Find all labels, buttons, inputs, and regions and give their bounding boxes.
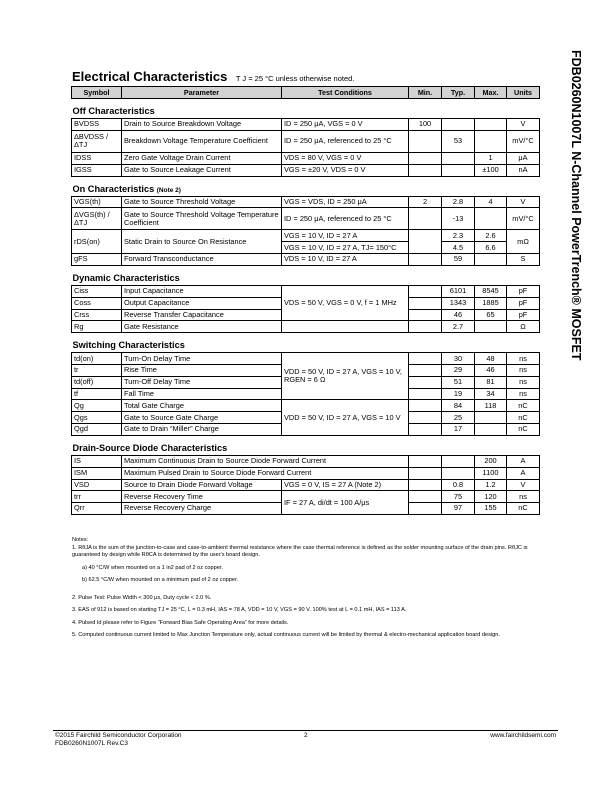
cell-typ: 0.8 (442, 479, 475, 491)
cell-typ: 53 (442, 130, 475, 152)
cell-typ: 4.5 (442, 242, 475, 254)
cell-min (409, 208, 442, 230)
cell-typ: 46 (442, 309, 475, 321)
cell-condition: ID = 250 μA, VGS = 0 V (282, 119, 409, 131)
cell-symbol: BVDSS (72, 119, 122, 131)
note-5: 5. Computed continuous current limited to Max Junction Temperature only, actual continuous current will be limited by thermal & electro-mechanical application board design. (72, 632, 500, 639)
table-row (72, 130, 540, 152)
cell-min (409, 365, 442, 377)
cell-typ: 2.3 (442, 230, 475, 242)
cell-parameter: Gate to Source Threshold Voltage Temperature Coefficient (122, 208, 282, 230)
cell-parameter: Maximum Pulsed Drain to Source Diode Forward Current (122, 467, 409, 479)
cell-min (409, 297, 442, 309)
cell-max (475, 119, 507, 131)
col-header-min: Min. (409, 87, 442, 99)
electrical-characteristics-table (71, 86, 540, 515)
cell-typ (442, 467, 475, 479)
cell-max: 48 (475, 353, 507, 365)
cell-symbol: Qrr (72, 503, 122, 515)
cell-max: 1 (475, 152, 507, 164)
cell-symbol: Ciss (72, 285, 122, 297)
page-number: 2 (304, 732, 308, 739)
cell-parameter: Output Capacitance (122, 297, 282, 309)
title-row (72, 68, 354, 86)
cell-min (409, 254, 442, 266)
side-title: FDB0260N1007L N-Channel PowerTrench® MOSFET (569, 50, 583, 361)
cell-typ (442, 152, 475, 164)
cell-min (409, 400, 442, 412)
cell-unit: ns (507, 365, 540, 377)
cell-max (475, 321, 507, 333)
cell-min (409, 230, 442, 254)
cell-max: 46 (475, 365, 507, 377)
cell-condition-reverse-recovery: IF = 27 A, di/dt = 100 A/μs (282, 491, 409, 515)
cell-min (409, 285, 442, 297)
cell-max: 155 (475, 503, 507, 515)
table-row (72, 479, 540, 491)
table-row (72, 467, 540, 479)
col-header-max: Max. (475, 87, 507, 99)
note-2: 2. Pulse Test: Pulse Width < 300 μs, Duty cycle < 2.0 %. (72, 594, 212, 601)
note-1b: b) 62.5 °C/W when mounted on a minimum pad of 2 oz copper. (82, 577, 239, 584)
cell-min (409, 152, 442, 164)
cell-min (409, 309, 442, 321)
cell-typ: 2.8 (442, 196, 475, 208)
cell-typ: 84 (442, 400, 475, 412)
section-row-switching (72, 333, 540, 353)
cell-condition (282, 321, 409, 333)
cell-unit: mV/°C (507, 130, 540, 152)
cell-symbol: Crss (72, 309, 122, 321)
cell-min (409, 388, 442, 400)
cell-condition: ID = 250 μA, referenced to 25 °C (282, 130, 409, 152)
note-1: 1. RθJA is the sum of the junction-to-case and case-to-ambient thermal resistance where the case thermal reference is defined as the solder mounting surface of the drain pins. RθJC is guaranteed by design while RθCA is determined by the user's board design. (72, 544, 528, 559)
cell-min (409, 412, 442, 424)
cell-max: 34 (475, 388, 507, 400)
section-title-off: Off Characteristics (72, 106, 155, 116)
cell-typ: 25 (442, 412, 475, 424)
cell-parameter: Gate Resistance (122, 321, 282, 333)
col-header-symbol: Symbol (72, 87, 122, 99)
cell-parameter: Zero Gate Voltage Drain Current (122, 152, 282, 164)
cell-typ: 30 (442, 353, 475, 365)
cell-condition: ID = 250 μA, referenced to 25 °C (282, 208, 409, 230)
cell-max: 4 (475, 196, 507, 208)
cell-parameter: Turn-Off Delay Time (122, 376, 282, 388)
cell-parameter: Gate to Drain “Miller” Charge (122, 424, 282, 436)
cell-parameter: Reverse Transfer Capacitance (122, 309, 282, 321)
table-row (72, 152, 540, 164)
cell-condition-switching: VDD = 50 V, ID = 27 A, VGS = 10 V, RGEN = 6 Ω (282, 353, 409, 400)
section-title-on-label: On Characteristics (72, 183, 155, 194)
notes-section (72, 537, 552, 640)
cell-condition-dynamic: VDS = 50 V, VGS = 0 V, f = 1 MHz (282, 285, 409, 320)
cell-min (409, 455, 442, 467)
cell-symbol: gFS (72, 254, 122, 266)
cell-unit: S (507, 254, 540, 266)
cell-typ: 17 (442, 424, 475, 436)
cell-unit: ns (507, 376, 540, 388)
cell-min (409, 353, 442, 365)
table-row (72, 164, 540, 176)
cell-typ: 29 (442, 365, 475, 377)
cell-min: 100 (409, 119, 442, 131)
cell-condition: VDS = 80 V, VGS = 0 V (282, 152, 409, 164)
cell-max: 65 (475, 309, 507, 321)
cell-symbol: td(off) (72, 376, 122, 388)
cell-typ (442, 119, 475, 131)
cell-symbol: IGSS (72, 164, 122, 176)
cell-unit: A (507, 455, 540, 467)
footer-part-revision: FDB0260N1007L Rev.C3 (55, 740, 128, 748)
cell-parameter: Source to Drain Diode Forward Voltage (122, 479, 282, 491)
notes-heading: Notes: (72, 537, 89, 543)
cell-parameter: Static Drain to Source On Resistance (122, 230, 282, 254)
cell-parameter: Total Gate Charge (122, 400, 282, 412)
cell-unit: nC (507, 424, 540, 436)
table-header-row (72, 87, 540, 99)
cell-typ: -13 (442, 208, 475, 230)
table-row (72, 321, 540, 333)
cell-unit: ns (507, 491, 540, 503)
section-title-on-note: (Note 2) (156, 186, 181, 194)
cell-typ: 1343 (442, 297, 475, 309)
cell-symbol: ISM (72, 467, 122, 479)
title-condition: T J = 25 °C unless otherwise noted. (235, 74, 355, 83)
col-header-parameter: Parameter (122, 87, 282, 99)
cell-unit: pF (507, 309, 540, 321)
cell-max: 6.6 (475, 242, 507, 254)
cell-max (475, 254, 507, 266)
section-row-on (72, 176, 540, 196)
cell-symbol: Qgd (72, 424, 122, 436)
cell-parameter: Gate to Source Leakage Current (122, 164, 282, 176)
cell-parameter: Breakdown Voltage Temperature Coefficient (122, 130, 282, 152)
cell-max: 2.6 (475, 230, 507, 242)
cell-condition: VGS = 10 V, ID = 27 A (282, 230, 409, 242)
cell-symbol: tr (72, 365, 122, 377)
cell-max (475, 412, 507, 424)
table-row (72, 491, 540, 503)
section-title-switching: Switching Characteristics (72, 340, 185, 351)
table-row (72, 230, 540, 242)
cell-min (409, 130, 442, 152)
cell-unit: V (507, 196, 540, 208)
cell-parameter: Forward Transconductance (122, 254, 282, 266)
section-row-dynamic (72, 265, 540, 285)
cell-parameter: Reverse Recovery Charge (122, 503, 282, 515)
cell-typ (442, 164, 475, 176)
cell-parameter: Reverse Recovery Time (122, 491, 282, 503)
cell-typ: 75 (442, 491, 475, 503)
section-title-dynamic: Dynamic Characteristics (72, 272, 180, 283)
cell-condition: VGS = VDS, ID = 250 μA (282, 196, 409, 208)
section-title-on (72, 176, 540, 196)
cell-parameter: Gate to Source Gate Charge (122, 412, 282, 424)
table-row (72, 285, 540, 297)
cell-condition: VGS = ±20 V, VDS = 0 V (282, 164, 409, 176)
cell-symbol: Qgs (72, 412, 122, 424)
cell-min (409, 467, 442, 479)
cell-typ: 19 (442, 388, 475, 400)
section-title-diode: Drain-Source Diode Characteristics (72, 442, 228, 453)
cell-max: 200 (475, 455, 507, 467)
cell-symbol: IDSS (72, 152, 122, 164)
cell-symbol: tf (72, 388, 122, 400)
page-title: Electrical Characteristics (72, 69, 228, 84)
cell-min (409, 503, 442, 515)
col-header-units: Units (507, 87, 540, 99)
cell-symbol: Rg (72, 321, 122, 333)
cell-max (475, 208, 507, 230)
table-row (72, 400, 540, 412)
cell-max: ±100 (475, 164, 507, 176)
table-row (72, 196, 540, 208)
cell-max: 8545 (475, 285, 507, 297)
cell-max: 120 (475, 491, 507, 503)
cell-max: 1.2 (475, 479, 507, 491)
cell-unit: mΩ (507, 230, 540, 254)
cell-min (409, 424, 442, 436)
section-row-off (72, 99, 540, 119)
cell-parameter: Fall Time (122, 388, 282, 400)
cell-parameter: Input Capacitance (122, 285, 282, 297)
cell-symbol: ΔBVDSS / ΔTJ (72, 130, 122, 152)
cell-condition: VGS = 0 V, IS = 27 A (Note 2) (282, 479, 409, 491)
cell-symbol: td(on) (72, 353, 122, 365)
footer-url[interactable]: www.fairchildsemi.com (490, 732, 556, 739)
cell-unit: Ω (507, 321, 540, 333)
cell-typ: 2.7 (442, 321, 475, 333)
cell-parameter: Rise Time (122, 365, 282, 377)
col-header-test-conditions: Test Conditions (282, 87, 409, 99)
footer-copyright: ©2015 Fairchild Semiconductor Corporation (55, 732, 182, 739)
cell-min (409, 479, 442, 491)
cell-max: 81 (475, 376, 507, 388)
cell-unit: μA (507, 152, 540, 164)
cell-unit: pF (507, 285, 540, 297)
cell-symbol: VSD (72, 479, 122, 491)
table-row (72, 353, 540, 365)
cell-max: 1100 (475, 467, 507, 479)
cell-parameter: Maximum Continuous Drain to Source Diode Forward Current (122, 455, 409, 467)
cell-min (409, 164, 442, 176)
col-header-typ: Typ. (442, 87, 475, 99)
cell-typ: 59 (442, 254, 475, 266)
cell-unit: V (507, 479, 540, 491)
table-row (72, 208, 540, 230)
cell-symbol: Qg (72, 400, 122, 412)
cell-symbol: IS (72, 455, 122, 467)
table-row (72, 455, 540, 467)
cell-max (475, 130, 507, 152)
cell-typ: 97 (442, 503, 475, 515)
cell-max: 118 (475, 400, 507, 412)
note-1a: a) 40 °C/W when mounted on a 1 in2 pad of 2 oz copper. (82, 564, 223, 571)
cell-unit: A (507, 467, 540, 479)
cell-parameter: Turn-On Delay Time (122, 353, 282, 365)
section-row-diode (72, 435, 540, 455)
cell-typ (442, 455, 475, 467)
cell-max (475, 424, 507, 436)
cell-symbol: ΔVGS(th) / ΔTJ (72, 208, 122, 230)
note-3: 3. EAS of 912 is based on starting TJ = 25 °C, L = 0.3 mH, IAS = 78 A, VDD = 10 V, VGS = 90 V. 100% test at L = 0.1 mH, IAS = 113 A. (72, 607, 407, 614)
cell-min: 2 (409, 196, 442, 208)
cell-min (409, 376, 442, 388)
cell-min (409, 491, 442, 503)
cell-condition: VGS = 10 V, ID = 27 A, TJ= 150°C (282, 242, 409, 254)
cell-unit: V (507, 119, 540, 131)
cell-symbol: rDS(on) (72, 230, 122, 254)
cell-max: 1885 (475, 297, 507, 309)
cell-symbol: trr (72, 491, 122, 503)
cell-typ: 6101 (442, 285, 475, 297)
cell-unit: ns (507, 353, 540, 365)
cell-unit: nC (507, 400, 540, 412)
cell-unit: mV/°C (507, 208, 540, 230)
cell-unit: ns (507, 388, 540, 400)
cell-unit: nC (507, 412, 540, 424)
cell-unit: pF (507, 297, 540, 309)
cell-typ: 51 (442, 376, 475, 388)
note-4: 4. Pulsed Id please refer to Figure “Forward Bias Safe Operating Area” for more details. (72, 619, 289, 626)
footer-divider (53, 730, 558, 731)
table-row (72, 254, 540, 266)
cell-unit: nC (507, 503, 540, 515)
cell-symbol: VGS(th) (72, 196, 122, 208)
cell-condition: VDS = 10 V, ID = 27 A (282, 254, 409, 266)
cell-parameter: Gate to Source Threshold Voltage (122, 196, 282, 208)
cell-min (409, 321, 442, 333)
cell-unit: nA (507, 164, 540, 176)
footer-left (55, 732, 182, 748)
cell-symbol: Coss (72, 297, 122, 309)
cell-parameter: Drain to Source Breakdown Voltage (122, 119, 282, 131)
table-row (72, 119, 540, 131)
cell-condition-gate-charge: VDD = 50 V, ID = 27 A, VGS = 10 V (282, 400, 409, 435)
